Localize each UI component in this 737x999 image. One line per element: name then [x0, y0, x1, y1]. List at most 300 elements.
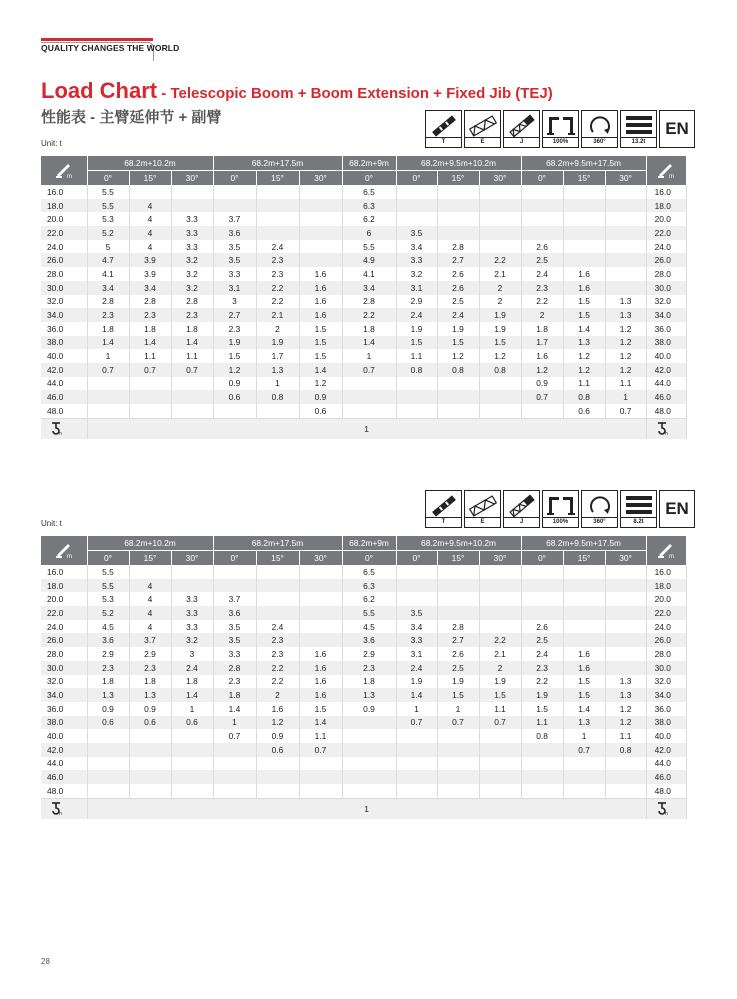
svg-text:n: n [664, 430, 668, 436]
load-cell [171, 390, 213, 404]
load-cell: 6 [342, 226, 396, 240]
load-cell: 1.8 [171, 322, 213, 336]
angle-header: 0° [213, 551, 256, 566]
load-cell [605, 185, 646, 199]
radius-cell: 36.0 [646, 702, 686, 716]
icon-label: E [465, 517, 500, 527]
load-cell [171, 565, 213, 579]
radius-cell: 36.0 [41, 322, 87, 336]
table-row [41, 295, 686, 309]
load-cell [396, 757, 437, 771]
load-cell: 2.7 [437, 253, 479, 267]
load-cell: 4 [129, 620, 171, 634]
load-cell: 2 [479, 281, 521, 295]
load-cell: 2.2 [342, 308, 396, 322]
load-cell: 6.2 [342, 592, 396, 606]
load-cell [479, 579, 521, 593]
load-cell [129, 770, 171, 784]
load-cell: 4.5 [342, 620, 396, 634]
load-cell [396, 743, 437, 757]
hook-reeving-icon [646, 418, 686, 439]
load-cell: 1.2 [605, 336, 646, 350]
table-row [41, 267, 686, 281]
telescopic-boom-icon [425, 110, 462, 148]
load-cell: 1.3 [563, 336, 605, 350]
load-cell: 2.1 [256, 308, 299, 322]
load-cell: 2.9 [396, 295, 437, 309]
load-cell: 3.5 [213, 240, 256, 254]
group-header: 68.2m+10.2m [87, 536, 213, 551]
load-cell: 1.1 [299, 729, 342, 743]
load-cell: 1.2 [605, 363, 646, 377]
load-cell: 2.4 [521, 647, 563, 661]
load-cell: 3.4 [87, 281, 129, 295]
load-cell: 2.2 [256, 661, 299, 675]
load-cell [213, 565, 256, 579]
load-cell: 1.5 [563, 675, 605, 689]
load-cell: 1.8 [87, 675, 129, 689]
radius-cell: 24.0 [646, 620, 686, 634]
load-cell [342, 729, 396, 743]
load-cell: 1.8 [129, 675, 171, 689]
load-cell: 1.2 [299, 377, 342, 391]
load-cell [563, 226, 605, 240]
load-cell [213, 185, 256, 199]
load-cell: 1.5 [563, 308, 605, 322]
load-cell [479, 784, 521, 798]
load-cell [299, 784, 342, 798]
boom-extension-icon [464, 490, 501, 528]
load-cell: 0.7 [479, 716, 521, 730]
load-cell [479, 240, 521, 254]
table-row [41, 675, 686, 689]
icon-label: J [504, 517, 539, 527]
table-row [41, 702, 686, 716]
load-cell: 1.9 [437, 322, 479, 336]
boom-length-icon [41, 156, 87, 185]
load-cell: 1.2 [256, 716, 299, 730]
table-row [41, 281, 686, 295]
group-header: 68.2m+10.2m [87, 156, 213, 171]
load-chart-table-1 [41, 156, 687, 439]
table-row [41, 647, 686, 661]
table-row [41, 253, 686, 267]
radius-cell: 34.0 [41, 688, 87, 702]
load-cell: 2.5 [437, 295, 479, 309]
load-cell: 0.9 [87, 702, 129, 716]
load-cell [521, 185, 563, 199]
table-row [41, 633, 686, 647]
radius-cell: 48.0 [41, 784, 87, 798]
load-cell: 2.2 [256, 295, 299, 309]
fixed-jib-icon [503, 110, 540, 148]
radius-cell: 46.0 [646, 390, 686, 404]
load-cell [299, 592, 342, 606]
load-cell: 1.4 [171, 336, 213, 350]
load-cell [299, 770, 342, 784]
load-cell: 3.4 [342, 281, 396, 295]
load-cell: 2.4 [256, 620, 299, 634]
load-cell [299, 757, 342, 771]
load-cell: 5 [87, 240, 129, 254]
table-row [41, 579, 686, 593]
radius-cell: 20.0 [646, 592, 686, 606]
load-cell: 2.2 [521, 675, 563, 689]
load-cell: 2.9 [342, 647, 396, 661]
load-cell: 2.3 [256, 253, 299, 267]
angle-header: 30° [479, 171, 521, 186]
load-cell: 1.1 [605, 729, 646, 743]
load-cell [171, 377, 213, 391]
load-cell: 2.3 [256, 267, 299, 281]
load-cell [605, 606, 646, 620]
load-cell: 1.6 [299, 647, 342, 661]
load-cell: 1.6 [299, 295, 342, 309]
load-cell: 3.9 [129, 253, 171, 267]
radius-cell: 26.0 [41, 253, 87, 267]
load-cell [256, 226, 299, 240]
load-cell: 5.5 [87, 565, 129, 579]
load-cell: 1 [437, 702, 479, 716]
table-row [41, 606, 686, 620]
load-cell [129, 784, 171, 798]
load-cell: 1.5 [396, 336, 437, 350]
load-cell [605, 770, 646, 784]
icon-label: T [426, 517, 461, 527]
load-cell [521, 757, 563, 771]
load-cell [396, 592, 437, 606]
load-cell [129, 757, 171, 771]
table-row [41, 716, 686, 730]
load-cell: 3.3 [171, 592, 213, 606]
load-cell: 2.1 [479, 647, 521, 661]
radius-cell: 18.0 [41, 579, 87, 593]
radius-cell: 22.0 [646, 606, 686, 620]
load-cell: 2.3 [213, 675, 256, 689]
radius-cell: 30.0 [646, 661, 686, 675]
load-cell: 4 [129, 240, 171, 254]
load-cell: 1.5 [479, 688, 521, 702]
load-cell [171, 185, 213, 199]
radius-cell: 18.0 [646, 579, 686, 593]
load-cell [171, 743, 213, 757]
load-cell: 1.3 [563, 716, 605, 730]
icon-label: T [426, 137, 461, 147]
load-cell [437, 606, 479, 620]
radius-cell: 44.0 [41, 377, 87, 391]
load-cell [563, 606, 605, 620]
load-cell [563, 212, 605, 226]
radius-cell: 26.0 [41, 633, 87, 647]
load-cell: 1.5 [299, 349, 342, 363]
load-cell [213, 579, 256, 593]
table-row [41, 770, 686, 784]
group-header: 68.2m+9.5m+17.5m [521, 536, 646, 551]
load-cell [256, 199, 299, 213]
table-row [41, 336, 686, 350]
load-cell [563, 784, 605, 798]
load-cell: 1.8 [342, 675, 396, 689]
load-cell: 3.6 [87, 633, 129, 647]
load-cell: 3.3 [171, 240, 213, 254]
load-cell: 4.9 [342, 253, 396, 267]
boom-extension-icon [464, 110, 501, 148]
load-cell [256, 565, 299, 579]
load-cell: 0.7 [171, 363, 213, 377]
svg-text:m: m [669, 553, 675, 560]
load-cell: 1.4 [563, 702, 605, 716]
load-cell: 4 [129, 199, 171, 213]
load-cell [437, 199, 479, 213]
load-cell: 2.1 [479, 267, 521, 281]
load-cell: 1.3 [87, 688, 129, 702]
load-cell [605, 253, 646, 267]
table-row [41, 308, 686, 322]
load-cell [87, 390, 129, 404]
load-cell: 0.7 [563, 743, 605, 757]
load-cell: 1.9 [479, 675, 521, 689]
angle-header: 0° [87, 551, 129, 566]
angle-header: 15° [437, 551, 479, 566]
load-cell: 1.8 [87, 322, 129, 336]
angle-header: 15° [563, 171, 605, 186]
load-cell: 0.8 [256, 390, 299, 404]
radius-cell: 22.0 [41, 606, 87, 620]
table-row [41, 199, 686, 213]
load-cell [87, 743, 129, 757]
load-cell: 1.6 [563, 281, 605, 295]
load-cell: 3.5 [213, 620, 256, 634]
load-cell: 0.6 [299, 404, 342, 418]
table-row [41, 363, 686, 377]
load-cell: 1.4 [396, 688, 437, 702]
config-icon-row-1 [425, 110, 695, 150]
angle-header: 15° [256, 551, 299, 566]
load-cell: 0.8 [396, 363, 437, 377]
radius-cell: 38.0 [646, 716, 686, 730]
load-cell: 3.4 [396, 240, 437, 254]
load-cell: 3.2 [171, 267, 213, 281]
load-cell: 3.7 [213, 212, 256, 226]
svg-text:m: m [66, 173, 72, 180]
load-cell: 1 [87, 349, 129, 363]
load-cell [437, 770, 479, 784]
load-cell: 2.4 [171, 661, 213, 675]
load-cell: 6.3 [342, 579, 396, 593]
load-cell: 1.2 [437, 349, 479, 363]
load-cell: 3.6 [213, 226, 256, 240]
load-cell: 1.8 [129, 322, 171, 336]
load-cell: 0.9 [256, 729, 299, 743]
load-cell [396, 212, 437, 226]
load-cell: 3.1 [396, 281, 437, 295]
load-cell: 2.5 [521, 633, 563, 647]
load-cell [87, 770, 129, 784]
angle-header: 0° [521, 171, 563, 186]
radius-cell: 22.0 [41, 226, 87, 240]
outrigger-icon [542, 490, 579, 528]
icon-label: 100% [543, 517, 578, 527]
load-cell: 3.6 [213, 606, 256, 620]
load-cell [87, 377, 129, 391]
load-cell [437, 784, 479, 798]
load-cell: 2 [521, 308, 563, 322]
load-cell: 3.9 [129, 267, 171, 281]
load-cell: 1.1 [563, 377, 605, 391]
load-cell [129, 390, 171, 404]
load-cell: 1.9 [521, 688, 563, 702]
table-row [41, 620, 686, 634]
load-cell: 2.8 [437, 620, 479, 634]
load-cell: 0.7 [87, 363, 129, 377]
radius-cell: 24.0 [41, 240, 87, 254]
radius-cell: 44.0 [41, 757, 87, 771]
svg-text:m: m [669, 173, 675, 180]
load-cell: 1.5 [437, 336, 479, 350]
page-title [41, 78, 553, 104]
radius-cell: 34.0 [646, 688, 686, 702]
table-row [41, 688, 686, 702]
brand-accent-bar [41, 38, 153, 41]
load-cell: 1.2 [605, 702, 646, 716]
radius-cell: 36.0 [41, 702, 87, 716]
load-cell [396, 729, 437, 743]
load-cell: 0.7 [342, 363, 396, 377]
angle-header: 0° [396, 171, 437, 186]
load-cell: 1.5 [299, 336, 342, 350]
load-cell: 1.7 [521, 336, 563, 350]
load-cell [605, 620, 646, 634]
load-cell: 1.5 [563, 295, 605, 309]
load-cell: 4.5 [87, 620, 129, 634]
radius-cell: 42.0 [41, 743, 87, 757]
table-row [41, 729, 686, 743]
load-cell [563, 240, 605, 254]
load-cell [437, 212, 479, 226]
load-cell [299, 212, 342, 226]
load-cell [563, 620, 605, 634]
load-cell: 0.7 [605, 404, 646, 418]
load-cell: 3.2 [171, 253, 213, 267]
load-cell: 0.7 [437, 716, 479, 730]
load-cell: 0.6 [171, 716, 213, 730]
load-cell: 2.7 [437, 633, 479, 647]
load-cell [605, 579, 646, 593]
load-cell: 2.3 [256, 647, 299, 661]
load-cell [479, 199, 521, 213]
load-cell [256, 757, 299, 771]
load-cell: 1.6 [563, 267, 605, 281]
load-cell [342, 757, 396, 771]
load-cell [256, 404, 299, 418]
radius-cell: 48.0 [41, 404, 87, 418]
load-cell [342, 404, 396, 418]
load-cell: 1.6 [521, 349, 563, 363]
load-cell: 1.2 [605, 322, 646, 336]
table-row [41, 240, 686, 254]
icon-label: E [465, 137, 500, 147]
load-cell [87, 784, 129, 798]
load-cell: 2.3 [521, 661, 563, 675]
load-cell: 1.5 [299, 702, 342, 716]
angle-header: 30° [479, 551, 521, 566]
radius-cell: 32.0 [646, 675, 686, 689]
load-cell [299, 620, 342, 634]
load-cell [479, 565, 521, 579]
load-cell [396, 404, 437, 418]
load-cell: 0.6 [563, 404, 605, 418]
load-cell [171, 729, 213, 743]
load-cell: 3.3 [171, 226, 213, 240]
load-cell: 0.8 [605, 743, 646, 757]
load-cell: 0.6 [213, 390, 256, 404]
load-cell [437, 729, 479, 743]
load-cell: 2.9 [129, 647, 171, 661]
load-cell: 0.9 [521, 377, 563, 391]
radius-cell: 18.0 [646, 199, 686, 213]
load-cell: 3.5 [396, 226, 437, 240]
load-cell: 2.3 [342, 661, 396, 675]
svg-text:n: n [59, 430, 62, 436]
load-cell: 2.4 [396, 661, 437, 675]
load-cell: 5.3 [87, 212, 129, 226]
radius-cell: 46.0 [41, 390, 87, 404]
load-cell: 1.8 [171, 675, 213, 689]
load-cell: 1.1 [605, 377, 646, 391]
load-cell [605, 240, 646, 254]
load-cell: 1.9 [437, 675, 479, 689]
load-cell [299, 579, 342, 593]
load-cell [213, 743, 256, 757]
load-cell [479, 620, 521, 634]
load-cell: 1.3 [605, 688, 646, 702]
load-cell [87, 757, 129, 771]
load-cell: 1.6 [299, 661, 342, 675]
angle-header: 15° [129, 171, 171, 186]
load-cell: 3 [171, 647, 213, 661]
load-cell: 1.4 [213, 702, 256, 716]
angle-header: 30° [171, 551, 213, 566]
fixed-jib-icon [503, 490, 540, 528]
load-cell: 1 [256, 377, 299, 391]
load-cell [521, 770, 563, 784]
load-cell: 2.6 [521, 620, 563, 634]
load-cell [342, 377, 396, 391]
load-cell: 2 [256, 322, 299, 336]
load-cell: 1.3 [605, 675, 646, 689]
load-cell: 2.7 [213, 308, 256, 322]
load-cell: 1.2 [605, 349, 646, 363]
load-cell [299, 240, 342, 254]
load-cell [521, 212, 563, 226]
angle-header: 30° [299, 551, 342, 566]
load-cell: 3.3 [396, 633, 437, 647]
load-cell [521, 743, 563, 757]
table-row [41, 212, 686, 226]
hook-reeving-icon [646, 798, 686, 819]
radius-cell: 32.0 [41, 675, 87, 689]
load-cell: 3.5 [396, 606, 437, 620]
load-cell: 0.9 [342, 702, 396, 716]
load-cell [299, 199, 342, 213]
radius-cell: 48.0 [646, 404, 686, 418]
load-cell: 1.6 [299, 281, 342, 295]
load-cell [213, 770, 256, 784]
load-cell: 1.5 [437, 688, 479, 702]
load-cell: 2.2 [521, 295, 563, 309]
load-cell: 1 [171, 702, 213, 716]
load-cell [129, 185, 171, 199]
